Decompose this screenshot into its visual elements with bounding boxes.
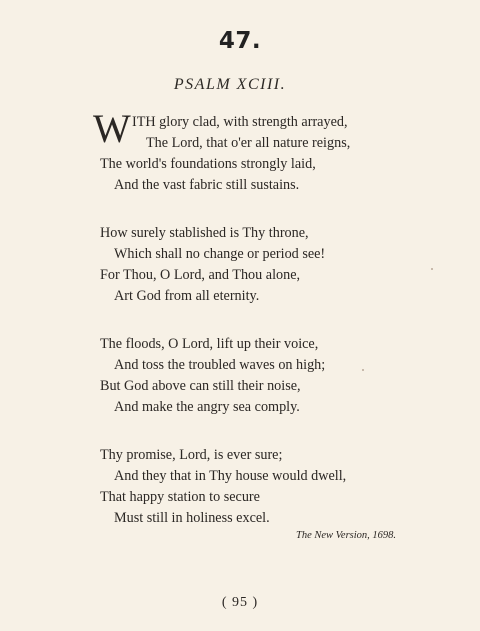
attribution: The New Version, 1698. [296, 530, 397, 541]
page-number: ( 95 ) [221, 595, 259, 610]
verse-line: ITH glory clad, with strength arrayed, [132, 114, 348, 130]
verse-line: Must still in holiness excel. [114, 510, 270, 526]
paper-speck [362, 369, 364, 371]
psalm-title: PSALM XCIII. [173, 76, 287, 93]
verse-line: But God above can still their noise, [100, 378, 301, 394]
verse-line: Thy promise, Lord, is ever sure; [100, 447, 283, 463]
verse-line: That happy station to secure [100, 489, 260, 505]
verse-line: How surely stablished is Thy throne, [100, 225, 309, 241]
verse-line: The Lord, that o'er all nature reigns, [146, 135, 351, 151]
verse-line: For Thou, O Lord, and Thou alone, [100, 267, 301, 283]
verse-line: The floods, O Lord, lift up their voice, [100, 336, 319, 352]
verse-line: And the vast fabric still sustains. [114, 177, 300, 193]
paper-speck [431, 268, 433, 270]
verse-line: And toss the troubled waves on high; [114, 357, 326, 373]
hymn-number: 47. [218, 28, 262, 54]
drop-cap-letter: W [93, 106, 131, 151]
verse-line: Art God from all eternity. [114, 288, 260, 304]
verse-line: The world's foundations strongly laid, [100, 156, 316, 172]
verse-line: And they that in Thy house would dwell, [114, 468, 347, 484]
verse-line: And make the angry sea comply. [114, 399, 300, 415]
verse-line: Which shall no change or period see! [114, 246, 326, 262]
